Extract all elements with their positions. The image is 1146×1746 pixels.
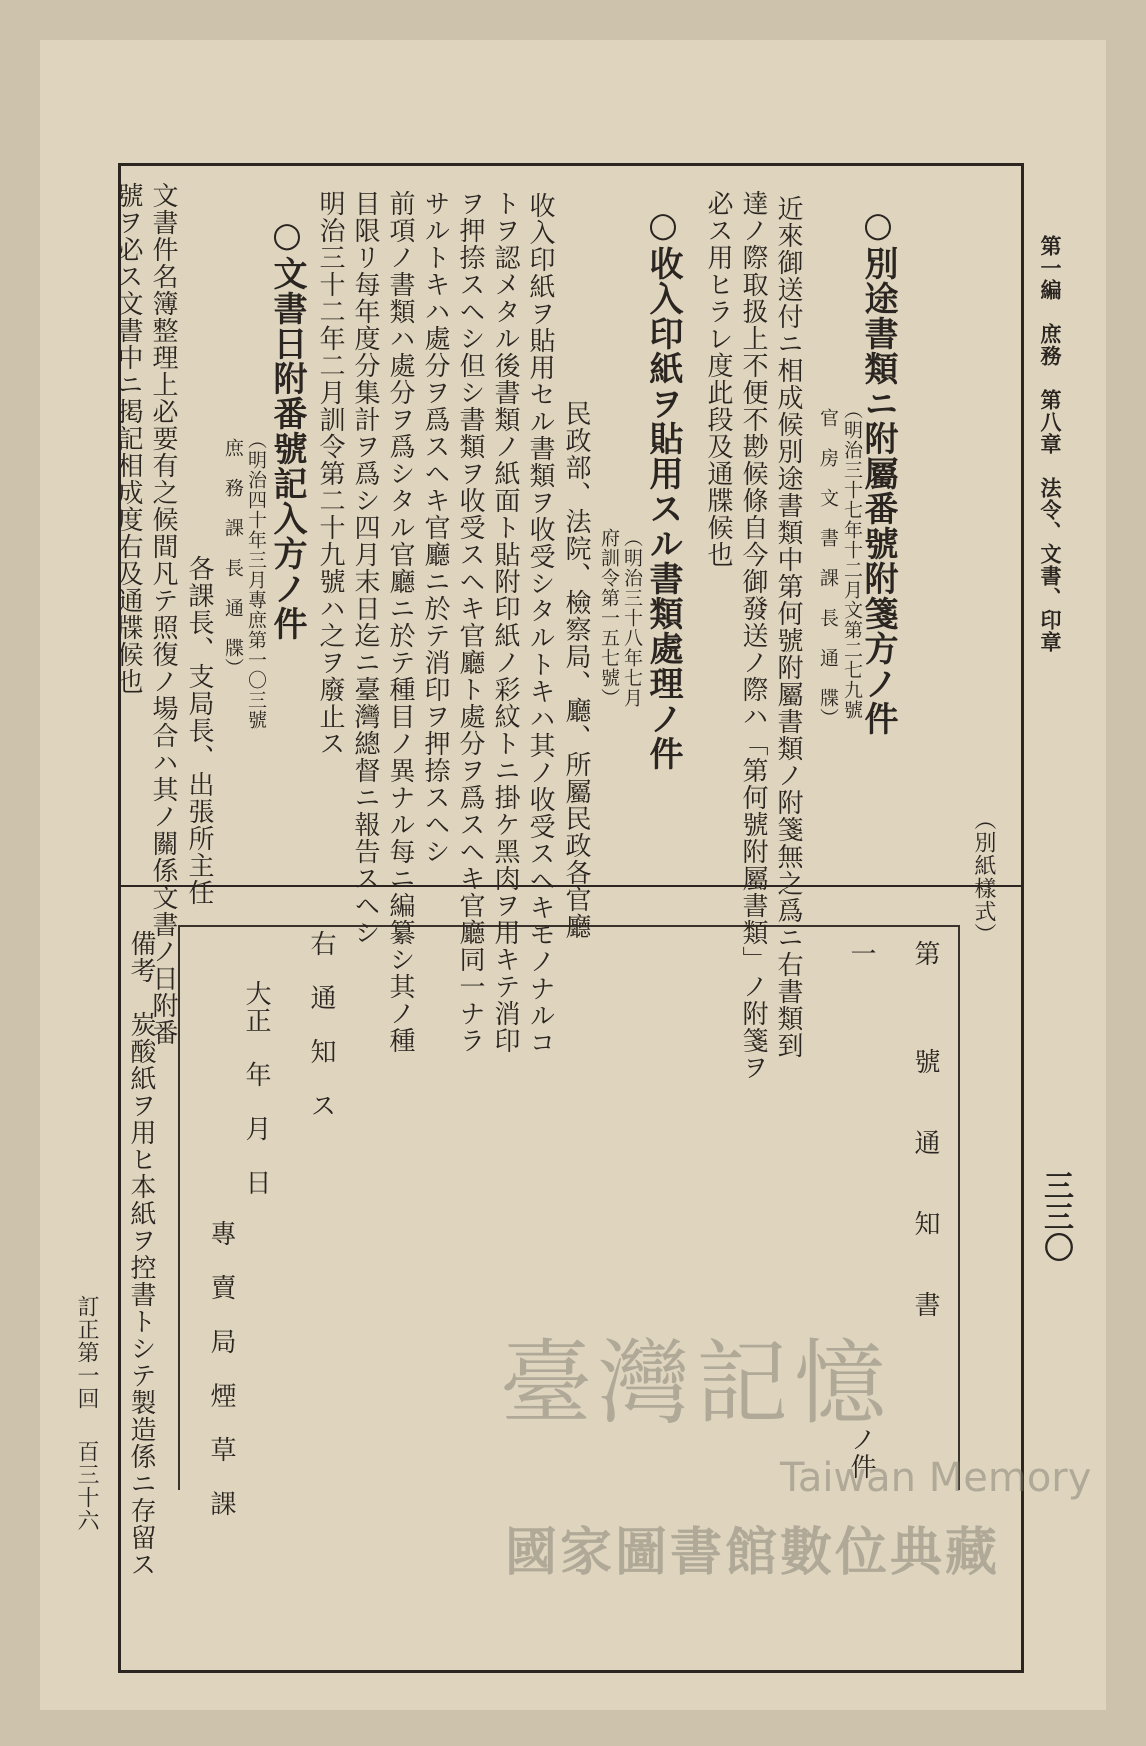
section3-ref2: 庶 務 課 長 通 牒） (222, 438, 244, 678)
section2-line1: 收入印紙ヲ貼用セル書類ヲ收受シタルトキハ其ノ收受スヘキモノナルコ (525, 192, 555, 1056)
section2-line4: サルトキハ處分ヲ爲スヘキ官廳ニ於テ消印ヲ押捺スヘシ (420, 190, 450, 865)
section2-addressee: 民政部、法院、檢察局、廳、所屬民政各官廳 (561, 400, 591, 940)
section1-line1: 近來御送付ニ相成候別途書類中第何號附屬書類ノ附箋無之爲ニ右書類到 (773, 195, 803, 1059)
section3-title: ○文書日附番號記入方ノ件 (267, 215, 307, 641)
section1-title: ○別途書類ニ附屬番號附箋方ノ件 (858, 205, 898, 736)
section2-line7: 明治三十二年二月訓令第二十九號ハ之ヲ廢止ス (315, 190, 345, 757)
section2-ref2: 府訓令第一五七號） (598, 528, 620, 708)
section1-ref1: （明治三十七年十二月文第二七九號 (841, 400, 863, 720)
chapter-header: 第一編 庶務 第八章 法令、文書、印章 (1038, 235, 1063, 653)
form-date: 大正 年 月 日 (241, 980, 271, 1196)
section3-ref1: （明治四十年三月專庶第一〇三號 (245, 430, 267, 730)
form-issuer: 專 賣 局 煙 草 課 (206, 1220, 236, 1517)
section2-line5: 前項ノ書類ハ處分ヲ爲シタル官廳ニ於テ種目ノ異ナル每ニ編纂シ其ノ種 (385, 190, 415, 1054)
form-label: （別紙樣式） (971, 808, 996, 946)
section3-line1: 文書件名簿整理上必要有之候間凡テ照復ノ場合ハ其ノ關係文書ノ日附番 (148, 182, 178, 1046)
section1-line3: 必ス用ヒラレ度此段及通牒候也 (703, 190, 733, 568)
revision-note: 訂正第一回 (74, 1295, 99, 1410)
section2-line2: トヲ認メタル後書類ノ紙面ト貼附印紙ノ彩紋トニ掛ケ黑肉ヲ用キテ消印 (490, 190, 520, 1054)
section2-title: ○收入印紙ヲ貼用スル書類處理ノ件 (643, 205, 683, 771)
page-number-kanji: 百三十六 (74, 1440, 99, 1532)
section1-ref2: 官 房 文 書 課 長 通 牒） (817, 408, 839, 728)
section3-addressee: 各課長、支局長、出張所主任 (184, 555, 214, 906)
section3-line2: 號ヲ必ス文書中ニ掲記相成度右及通牒候也 (113, 182, 143, 695)
watermark-english: Taiwan Memory (780, 1455, 1092, 1501)
section2-line3: ヲ押捺スヘシ但シ書類ヲ收受スヘキ官廳ト處分ヲ爲スヘキ官廳同一ナラ (455, 190, 485, 1054)
section1-line2: 達ノ際取扱上不便不尠候條自今御發送ノ際ハ「第何號附屬書類」ノ附箋ヲ (738, 190, 768, 1081)
section2-ref1: （明治三十八年七月 (621, 528, 643, 708)
watermark-library: 國家圖書館數位典藏 (505, 1523, 1001, 1583)
form-remark: 備考 炭酸紙ヲ用ヒ本紙ヲ控書トシテ製造係ニ存留ス (126, 930, 156, 1578)
page-number: 三三〇 (1038, 1170, 1073, 1263)
form-notice: 右 通 知 ス (306, 930, 336, 1119)
section2-line6: 目限リ每年度分集計ヲ爲シ四月末日迄ニ臺灣總督ニ報告スヘシ (350, 190, 380, 946)
form-item: 一 ノ件 (846, 940, 876, 1480)
form-number-line: 第 號 通 知 書 (910, 940, 940, 1318)
watermark-chinese: 臺灣記憶 (500, 1330, 893, 1437)
